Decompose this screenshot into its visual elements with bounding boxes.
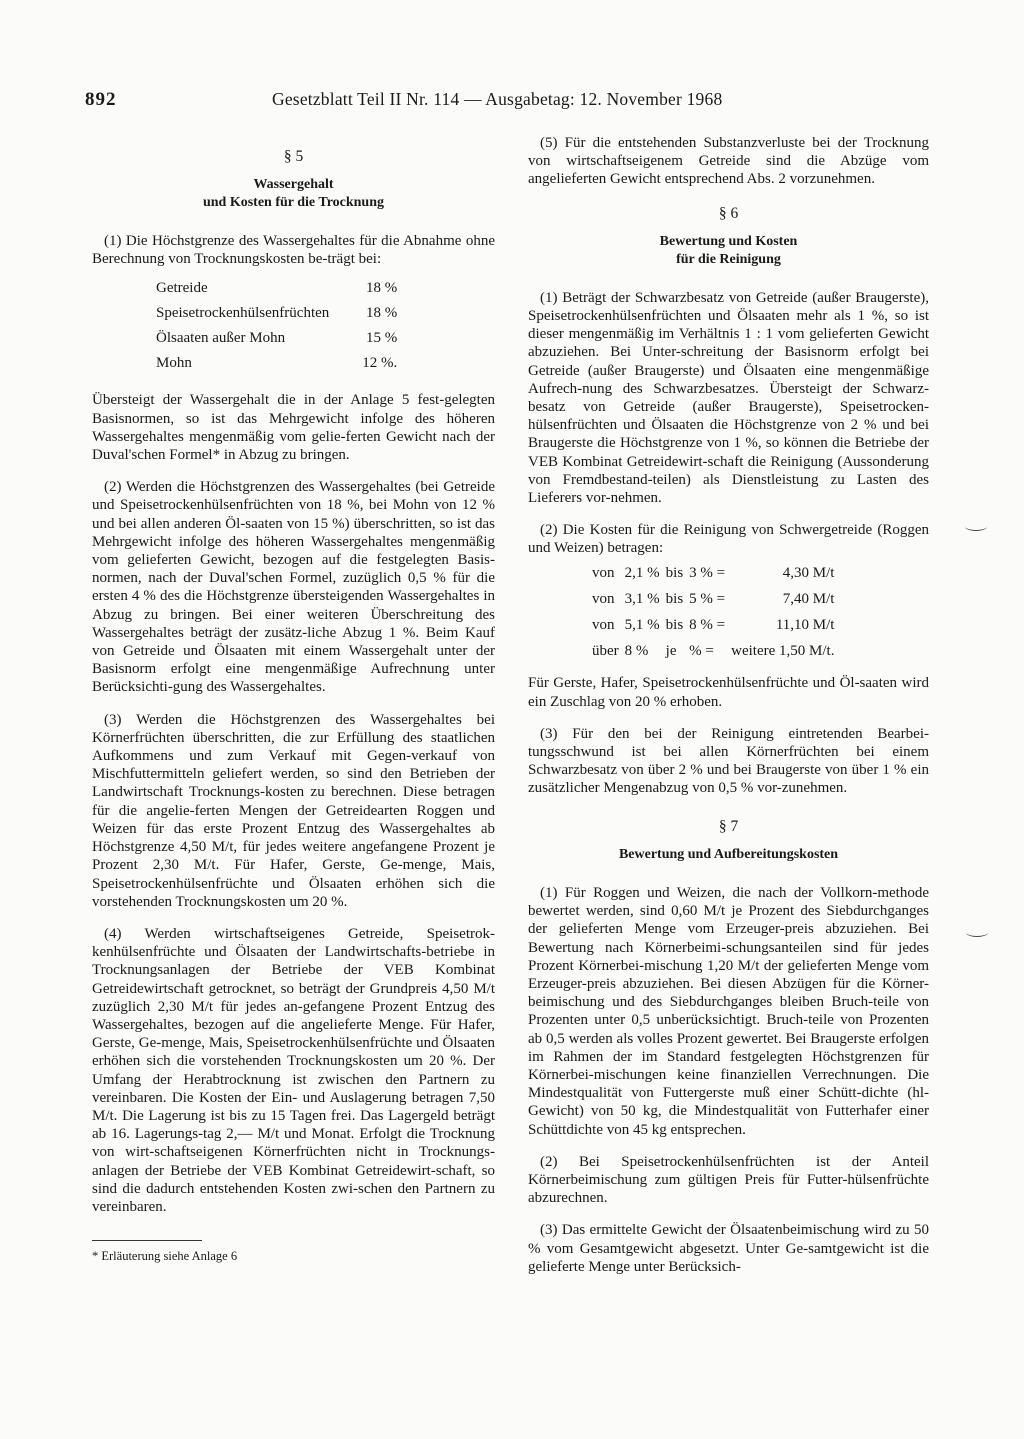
- water-content-table: [156, 279, 397, 380]
- cost-cell: 3 % =: [689, 564, 726, 581]
- cost-cell: je: [665, 643, 677, 660]
- section-5-paragraph-1: (1) Die Höchstgrenze des Wassergehaltes für die Abnahme ohne Berechnung von Trocknungskosten be-trägt bei:: [92, 233, 495, 268]
- rate-value: 15 %: [366, 330, 398, 347]
- left-column: [92, 134, 495, 1265]
- section-7-paragraph-3: (3) Das ermittelte Gewicht der Ölsaatenbeimischung wird zu 50 % vom Gesamtgewicht abgesetzt. Unter Ge-samtgewicht ist die gelieferte Menge unter Berücksich-: [528, 1222, 929, 1275]
- cost-cell: bis: [665, 617, 684, 634]
- section-7-paragraph-1: (1) Für Roggen und Weizen, die nach der Vollkorn-methode bewertet werden, sind 0,60 M/t je Prozent des Siebdurchganges der gelieferten Menge vom Erzeuger-preis abzuziehen. Bei Bewertung nach Körnerbeimi-schungsanteilen sind für jedes Prozent Körnerbei-mischung 1,20 M/t der gelieferten Menge vom Erzeuger-preis abzuziehen. Bei diesen Abzügen für die Körner-beimischung und des Siebdurchganges bleiben Bruch-teile von Prozenten unter 0,5 unberücksichtigt. Bruch-teile von Prozenten ab 0,5 werden als volles Prozent gewertet. Bei Braugerste erfolgen im Rahmen der im Standard festgelegten Höchstgrenzen für Körnerbei-mischungen keine finanziellen Verrechnungen. Die Mindestqualität von Futtergerste muß einer Schütt-dichte (hl-Gewicht) von 50 kg, die Mindestqualität von Futterhafer einer Schüttdichte von 45 kg entsprechen.: [528, 884, 929, 1138]
- table-row: [156, 354, 397, 379]
- section-5-paragraph-1b: Übersteigt der Wassergehalt die in der Anlage 5 fest-gelegten Basisnormen, so ist das Mehrgewicht infolge des höheren Wassergehaltes mengenmäßig vom gelie-ferten Gewicht nach der Duval'schen Formel* in Abzug zu bringen.: [92, 392, 495, 464]
- cost-cell: von: [592, 564, 615, 581]
- section-6-paragraph-2b: Für Gerste, Hafer, Speisetrockenhülsenfrüchte und Öl-saaten wird ein Zuschlag von 20 % erhoben.: [528, 675, 929, 710]
- section-5-paragraph-5: (5) Für die entstehenden Substanzverluste bei der Trocknung von wirtschaftseigenem Getreide sind die Abzüge vom angelieferten Gewicht entsprechend Abs. 2 vorzunehmen.: [528, 135, 929, 188]
- section-6-title-line-2: für die Reinigung: [676, 251, 781, 267]
- table-row: [156, 304, 397, 329]
- rate-label: Speisetrockenhülsenfrüchten: [156, 304, 330, 321]
- margin-mark: [965, 522, 987, 531]
- cost-cell: 5 % =: [689, 590, 726, 607]
- cost-cell: 8 %: [624, 643, 649, 660]
- section-5-number: § 5: [283, 148, 304, 165]
- cost-amount: weitere 1,50 M/t.: [731, 643, 835, 660]
- table-row: [592, 564, 840, 590]
- section-7-paragraph-2: (2) Bei Speisetrockenhülsenfrüchten ist der Anteil Körnerbeimischung zum gültigen Preis für Futter-hülsenfrüchte abzurechnen.: [528, 1153, 929, 1207]
- cost-amount: 7,40 M/t: [782, 590, 835, 607]
- rate-value: 12 %.: [362, 355, 398, 372]
- running-head: Gesetzblatt Teil II Nr. 114 — Ausgabetag: 12. November 1968: [272, 89, 723, 109]
- cost-cell: bis: [665, 564, 684, 581]
- cost-cell: bis: [665, 590, 684, 607]
- section-5-title-line-1: Wassergehalt: [253, 177, 334, 193]
- cost-cell: 3,1 %: [624, 590, 660, 607]
- section-7-number: § 7: [718, 817, 739, 835]
- table-row: [592, 616, 840, 642]
- section-5-paragraph-2: (2) Werden die Höchstgrenzen des Wassergehaltes (bei Getreide und Speisetrockenhülsenfrüchten von 18 %, bei Mohn von 12 % und bei allen anderen Öl-saaten von 15 %) überschritten, so ist das Mehrgewicht infolge des höheren Wassergehaltes mengenmäßig vom gelieferten Gewicht, bezogen auf die festgelegten Basis-normen, nach der Duval'schen Formel, zuzüglich 0,5 % für die ersten 4 % des die Höchstgrenze übersteigenden Wassergehaltes in Abzug zu bringen. Bei einer weiteren Überschreitung des Wassergehaltes beträgt der zusätz-liche Abzug 1 %. Beim Kauf von Getreide und Ölsaaten mit einem Wassergehalt unter der Basisnorm erfolgt eine mengenmäßige Aufrechnung unter Berücksichti-gung des Wassergehaltes.: [92, 479, 495, 696]
- cost-cell: 5,1 %: [624, 617, 660, 634]
- section-5-paragraph-3: (3) Werden die Höchstgrenzen des Wassergehaltes bei Körnerfrüchten überschritten, die zur Erfüllung des staatlichen Aufkommens und zum Verkauf mit Gegen-verkauf von Mischfuttermitteln geliefert werden, so sind den Betrieben der Landwirtschaft Trocknungs-kosten zu berechnen. Diese betragen für die angelie-ferten Mengen der Getreidearten Roggen und Weizen für das erste Prozent Entzug des Wassergehaltes ab Höchstgrenze 4,50 M/t, für jedes weitere angefangene Prozent je Prozent 2,30 M/t. Für Hafer, Gerste, Ge-menge, Mais, Speisetrockenhülsenfrüchte und Ölsaaten erhöhen sich die vorstehenden Trocknungskosten um 20 %.: [92, 711, 495, 910]
- rate-label: Ölsaaten außer Mohn: [156, 330, 286, 347]
- section-5-paragraph-4: (4) Werden wirtschaftseigenes Getreide, Speisetrok-kenhülsenfrüchte und Ölsaaten der Landwirtschafts-betriebe in Trocknungsanlagen der Betriebe der VEB Kombinat Getreidewirtschaft getrocknet, so beträgt der Grundpreis 4,50 M/t zuzüglich 2,30 M/t für jedes an-gefangene Prozent Entzug des Wassergehaltes, bezogen auf die angelieferte Menge. Für Hafer, Gerste, Ge-menge, Mais, Speisetrockenhülsenfrüchte und Ölsaaten erhöhen sich die vorstehenden Trocknungskosten um 20 %. Der Umfang der Herabtrocknung ist zwischen den Partnern zu vereinbaren. Die Kosten der Ein- und Auslagerung betragen 7,50 M/t. Die Lagerung ist bis zu 15 Tagen frei. Das Lagergeld beträgt ab 16. Lagerungs-tag 2,— M/t und Monat. Erfolgt die Trocknung von wirt-schaftseigenen Körnerfrüchten nicht in Trocknungs-anlagen der Betriebe der VEB Kombinat Getreidewirt-schaft, so sind die dadurch entstehenden Kosten zwi-schen den Partnern zu vereinbaren.: [92, 925, 495, 1215]
- cost-cell: von: [592, 617, 615, 634]
- section-5-title-line-2: und Kosten für die Trocknung: [202, 195, 385, 211]
- cost-cell: 8 % =: [689, 617, 726, 634]
- section-6-title-line-1: Bewertung und Kosten: [659, 233, 798, 249]
- table-row: [156, 279, 397, 304]
- rate-value: 18 %: [366, 279, 398, 296]
- table-row: [156, 329, 397, 354]
- section-6-paragraph-1: (1) Beträgt der Schwarzbesatz von Getreide (außer Braugerste), Speisetrockenhülsenfrüchten und Ölsaaten mehr als 1 %, so ist dieser mengenmäßig im Verhältnis 1 : 1 vom gelieferten Gewicht abzuziehen. Bei Unter-schreitung der Basisnorm erfolgt bei Getreide (außer Braugerste) und Ölsaaten eine mengenmäßige Aufrech-nung des Schwarzbesatzes. Übersteigt der Schwarz-besatz von Getreide (außer Braugerste), Speisetrocken-hülsenfrüchten und Ölsaaten die Höchstgrenze von 2 % und bei Braugerste die Höchstgrenze von 1 %, so können die Betriebe der VEB Kombinat Getreidewirt-schaft die Reinigung (Aussonderung von Fremdbestand-teilen) als Dienstleistung zu Lasten des Lieferers vor-nehmen.: [528, 289, 929, 507]
- cleaning-costs-table: [592, 564, 840, 669]
- cost-cell: von: [592, 590, 615, 607]
- rate-label: Getreide: [156, 279, 208, 296]
- rate-value: 18 %: [366, 304, 398, 321]
- cost-cell: 2,1 %: [624, 564, 660, 581]
- cost-amount: 11,10 M/t: [775, 617, 835, 634]
- table-row: [592, 642, 840, 668]
- cost-cell: % =: [689, 643, 714, 660]
- margin-mark: [966, 928, 988, 937]
- cost-cell: über: [592, 643, 619, 660]
- table-row: [592, 590, 840, 616]
- section-7-title: Bewertung und Aufbereitungskosten: [618, 846, 839, 862]
- section-6-paragraph-2: (2) Die Kosten für die Reinigung von Schwergetreide (Roggen und Weizen) betragen:: [528, 522, 929, 557]
- cost-amount: 4,30 M/t: [782, 564, 835, 581]
- footnote-rule: [92, 1240, 202, 1241]
- rate-label: Mohn: [156, 355, 192, 372]
- section-6-number: § 6: [718, 204, 739, 222]
- section-6-paragraph-3: (3) Für den bei der Reinigung eintretenden Bearbei-tungsschwund ist bei allen Körnerfrüchten bei einem Schwarzbesatz von über 2 % und bei Braugerste von über 1 % ein zusätzlicher Mengenabzug von 0,5 % vor-zunehmen.: [528, 725, 929, 797]
- footnote: * Erläuterung siehe Anlage 6: [92, 1249, 238, 1264]
- page-number: 892: [85, 89, 117, 110]
- right-column: [528, 134, 929, 1276]
